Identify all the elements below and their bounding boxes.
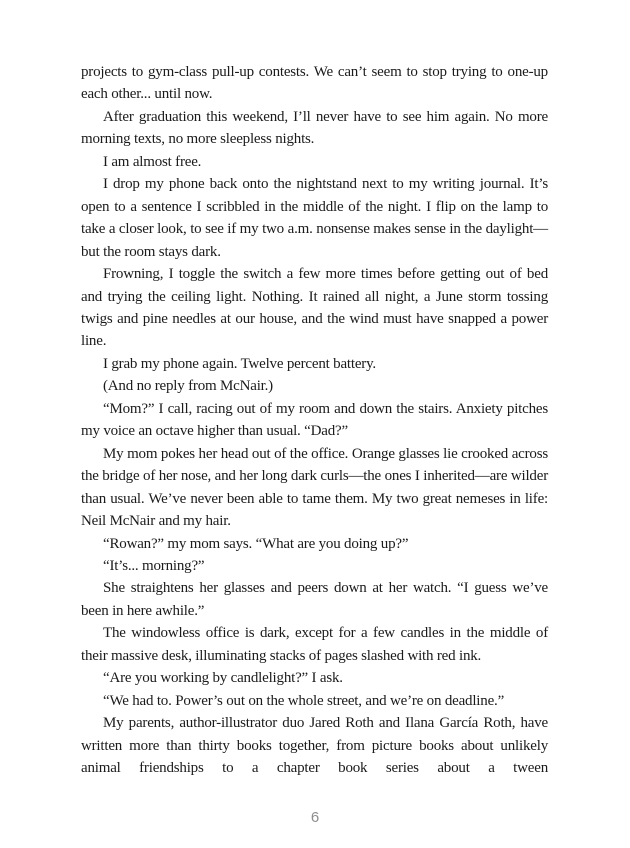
body-paragraph: I drop my phone back onto the nightstand next to my writing journal. It’s open to a sentence I scribbled in the middle of the night. I flip on the lamp to take a closer look, to see if my two a.m. nonsense makes sense in the daylight—but the room stays dark. [81, 176, 548, 260]
body-paragraph: My parents, author-illustrator duo Jared Roth and Ilana García Roth, have written more than thirty books together, from picture books about unlikely animal friendships to a chapter book series about a tween [81, 715, 548, 777]
body-paragraph: (And no reply from McNair.) [103, 378, 273, 395]
body-paragraph: “Rowan?” my mom says. “What are you doing up?” [103, 535, 409, 552]
body-paragraph: She straightens her glasses and peers down at her watch. “I guess we’ve been in here awhile.” [81, 580, 548, 619]
body-paragraph: Frowning, I toggle the switch a few more times before getting out of bed and trying the ceiling light. Nothing. It rained all night, a June storm tossing twigs and pine needles at our house, and the wind must have snapped a power line. [81, 266, 548, 350]
body-paragraph: “It’s... morning?” [103, 557, 205, 574]
body-text [81, 61, 548, 780]
page-number: 6 [310, 809, 320, 826]
body-paragraph: projects to gym-class pull-up contests. We can’t seem to stop trying to one-up each other... until now. [81, 64, 548, 103]
body-paragraph: After graduation this weekend, I’ll never have to see him again. No more morning texts, no more sleepless nights. [81, 108, 548, 148]
body-paragraph: “We had to. Power’s out on the whole street, and we’re on deadline.” [103, 692, 505, 709]
body-paragraph: My mom pokes her head out of the office. Orange glasses lie crooked across the bridge of her nose, and her long dark curls—the ones I inherited—are wilder than usual. We’ve never been able to tame them. My two great nemeses in life: Neil McNair and my hair. [81, 445, 548, 530]
body-paragraph: “Are you working by candlelight?” I ask. [103, 670, 343, 687]
body-paragraph: I grab my phone again. Twelve percent battery. [103, 355, 376, 372]
body-paragraph: “Mom?” I call, racing out of my room and down the stairs. Anxiety pitches my voice an octave higher than usual. “Dad?” [81, 400, 548, 440]
body-paragraph: The windowless office is dark, except for a few candles in the middle of their massive desk, illuminating stacks of pages slashed with red ink. [81, 625, 548, 664]
body-paragraph: I am almost free. [103, 153, 202, 170]
